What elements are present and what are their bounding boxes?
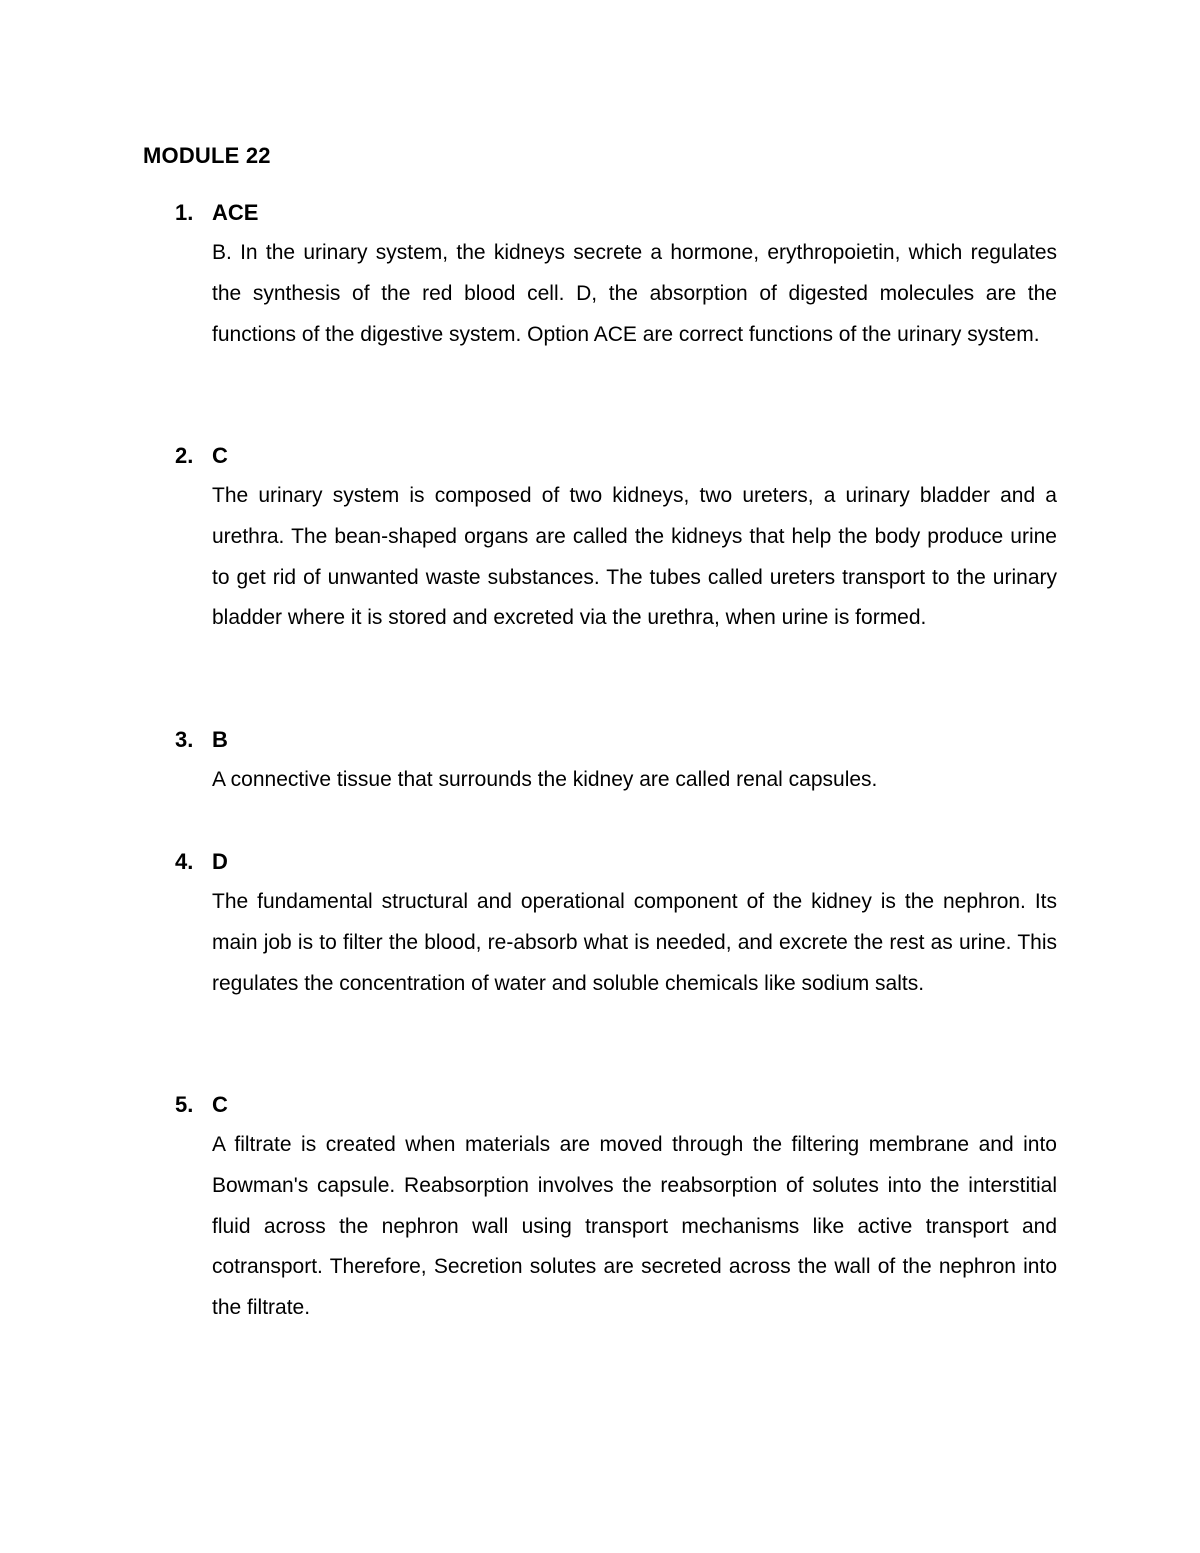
- item-explanation: B. In the urinary system, the kidneys secrete a hormone, erythropoietin, which regulates the synthesis of the red blood cell. D, the absorption of digested molecules are the functions of the digestive system. Option ACE are correct functions of the urinary system.: [212, 241, 1057, 346]
- answer-item-5: [175, 1091, 1057, 1329]
- item-explanation: A filtrate is created when materials are moved through the filtering membrane and into Bowman's capsule. Reabsorption involves the reabsorption of solutes into the interstitial fluid across the nephron wall using transport mechanisms like active transport and cotransport. Therefore, Secretion solutes are secreted across the wall of the nephron into the filtrate.: [212, 1133, 1057, 1320]
- item-number: 2.: [175, 443, 194, 468]
- item-number: 4.: [175, 849, 194, 874]
- answer-item-1: [175, 199, 1057, 355]
- module-title: MODULE 22: [143, 143, 271, 168]
- item-explanation: The urinary system is composed of two kidneys, two ureters, a urinary bladder and a urethra. The bean-shaped organs are called the kidneys that help the body produce urine to get rid of unwanted waste substances. The tubes called ureters transport to the urinary bladder where it is stored and excreted via the urethra, when urine is formed.: [212, 484, 1057, 630]
- item-answer: C: [212, 443, 228, 468]
- answer-item-2: [175, 442, 1057, 639]
- answer-heading: [175, 848, 1057, 876]
- answer-heading: [175, 1091, 1057, 1119]
- answer-item-3: [175, 726, 1057, 801]
- item-answer: D: [212, 849, 228, 874]
- answer-item-4: [175, 848, 1057, 1004]
- item-number: 1.: [175, 200, 194, 225]
- answer-heading: [175, 199, 1057, 227]
- answer-heading: [175, 442, 1057, 470]
- item-number: 5.: [175, 1092, 194, 1117]
- item-answer: B: [212, 727, 228, 752]
- item-answer: ACE: [212, 200, 259, 225]
- answer-heading: [175, 726, 1057, 754]
- item-answer: C: [212, 1092, 228, 1117]
- item-number: 3.: [175, 727, 194, 752]
- item-explanation: A connective tissue that surrounds the kidney are called renal capsules.: [212, 768, 878, 791]
- item-explanation: The fundamental structural and operational component of the kidney is the nephron. Its main job is to filter the blood, re-absorb what is needed, and excrete the rest as urine. This regulates the concentration of water and soluble chemicals like sodium salts.: [212, 890, 1057, 995]
